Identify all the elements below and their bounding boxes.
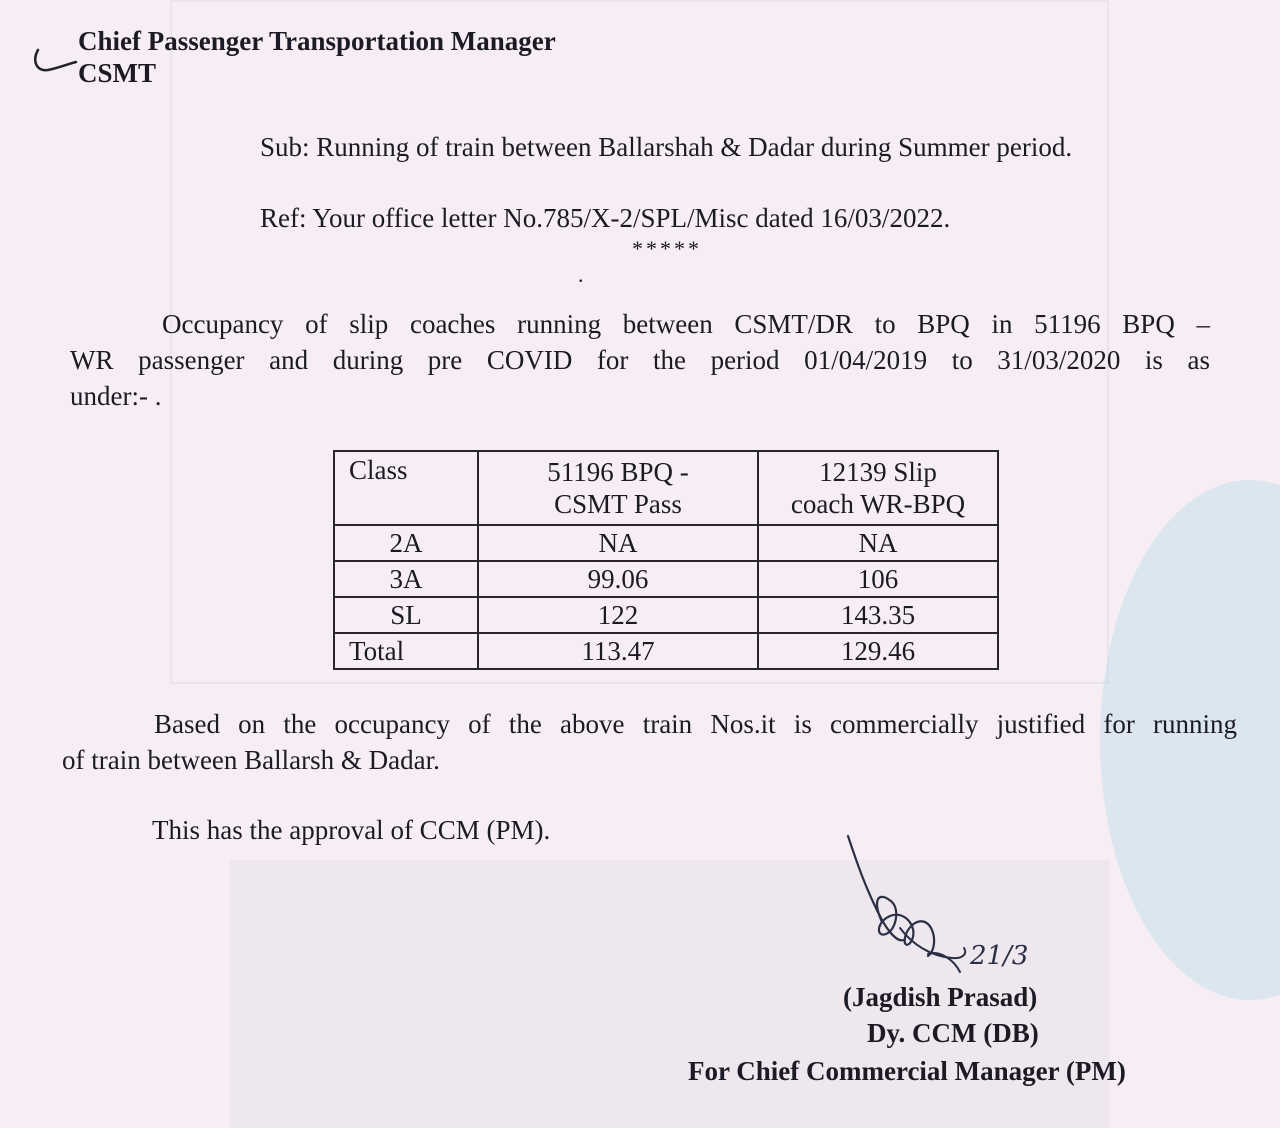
header-12139-line2: coach WR-BPQ <box>790 489 966 519</box>
handwritten-signature <box>842 830 1082 990</box>
header-51196-line1: 51196 BPQ - <box>547 457 689 487</box>
row-value-51196: NA <box>478 525 758 561</box>
row-class: 2A <box>334 525 478 561</box>
row-value-51196: 99.06 <box>478 561 758 597</box>
header-class: Class <box>334 451 478 525</box>
row-class: SL <box>334 597 478 633</box>
table-row <box>334 561 998 597</box>
signature-date: 21/3 <box>970 941 1029 971</box>
signatory-designation: Dy. CCM (DB) <box>867 1018 1039 1048</box>
addressee-title: Chief Passenger Transportation Manager <box>78 26 556 56</box>
signatory-name: (Jagdish Prasad) <box>843 982 1038 1012</box>
para1-line3: under:- . <box>70 381 162 411</box>
reference-line: Ref: Your office letter No.785/X-2/SPL/Misc dated 16/03/2022. <box>260 203 951 233</box>
occupancy-table <box>333 450 999 670</box>
para1-line2: WR passenger and during pre COVID for the period 01/04/2019 to 31/03/2020 is as <box>70 345 1210 375</box>
table-row <box>334 597 998 633</box>
row-class: Total <box>334 633 478 669</box>
table-row <box>334 633 998 669</box>
stray-mark: . <box>578 262 584 287</box>
header-12139 <box>758 451 998 525</box>
row-class: 3A <box>334 561 478 597</box>
header-51196-line2: CSMT Pass <box>554 489 682 519</box>
row-value-12139: NA <box>758 525 998 561</box>
subject-line: Sub: Running of train between Ballarshah & Dadar during Summer period. <box>260 132 1073 162</box>
separator: ***** <box>632 236 702 261</box>
table-row <box>334 525 998 561</box>
para2-line1: Based on the occupancy of the above train Nos.it is commercially justified for running <box>154 709 1237 739</box>
table-header-row <box>334 451 998 525</box>
approval-line: This has the approval of CCM (PM). <box>152 815 551 845</box>
signatory-on-behalf: For Chief Commercial Manager (PM) <box>688 1056 1126 1086</box>
row-value-12139: 143.35 <box>758 597 998 633</box>
row-value-51196: 113.47 <box>478 633 758 669</box>
para2-line2: of train between Ballarsh & Dadar. <box>62 745 440 775</box>
para1-line1: Occupancy of slip coaches running between CSMT/DR to BPQ in 51196 BPQ – <box>162 309 1210 339</box>
header-12139-line1: 12139 Slip <box>819 457 937 487</box>
pen-mark-icon <box>28 46 78 86</box>
row-value-12139: 129.46 <box>758 633 998 669</box>
row-value-51196: 122 <box>478 597 758 633</box>
occupancy-paragraph <box>70 306 1210 414</box>
row-value-12139: 106 <box>758 561 998 597</box>
header-51196 <box>478 451 758 525</box>
justification-paragraph <box>62 706 1237 778</box>
addressee-office: CSMT <box>78 58 157 88</box>
